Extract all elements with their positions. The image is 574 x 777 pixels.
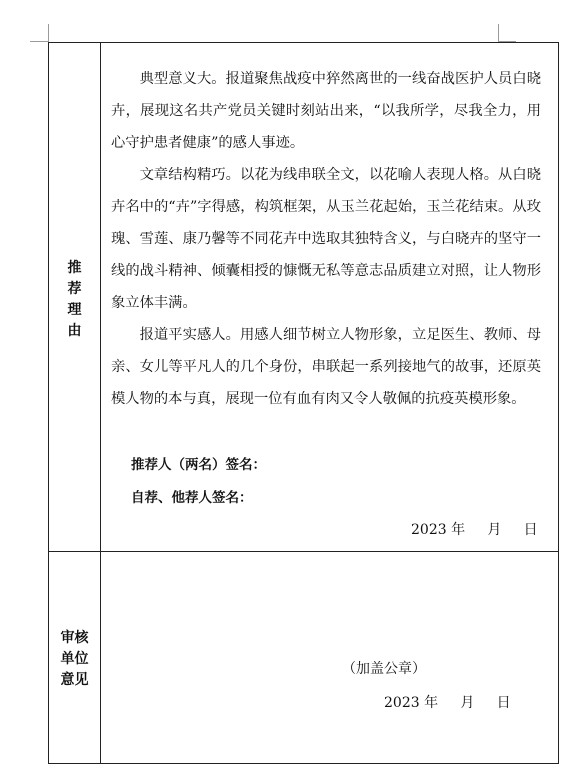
reason-label-char: 理: [67, 302, 82, 318]
page-corner-mark-right-vertical: [498, 24, 499, 42]
official-seal-note: （加盖公章）: [342, 661, 426, 677]
page-corner-mark-left-vertical: [48, 24, 49, 42]
reason-label: [49, 258, 100, 342]
reason-paragraph-significance: 典型意义大。报道聚焦战疫中猝然离世的一线奋战医护人员白晓卉，展现这名共产党员关键时刻站出来，“以我所学，尽我全力，用心守护患者健康”的感人事迹。: [111, 71, 541, 151]
reason-date: 2023 年 月 日: [411, 522, 538, 538]
reason-label-char: 荐: [67, 281, 82, 297]
recommender-signature-label: 推荐人（两名）签名：: [131, 457, 266, 473]
column-divider: [100, 43, 101, 763]
row-divider: [49, 551, 558, 552]
review-label-line: 意见: [60, 672, 89, 688]
review-label: [49, 628, 100, 691]
reason-content: [111, 63, 541, 415]
review-label-line: 单位: [60, 651, 89, 667]
review-label-line: 审核: [60, 630, 89, 646]
recommendation-form-table: [48, 42, 559, 764]
reason-paragraph-moving: 报道平实感人。用感人细节树立人物形象，立足医生、教师、母亲、女儿等平凡人的几个身份，串联起一系列接地气的故事，还原英模人物的本与真，展现一位有血有肉又令人敬佩的抗疫英模形象。: [111, 327, 541, 407]
review-date: 2023 年 月 日: [384, 695, 511, 711]
page-corner-mark-left-horizontal: [30, 41, 48, 42]
reason-paragraph-structure: 文章结构精巧。以花为线串联全文，以花喻人表现人格。从白晓卉名中的“卉”字得感，构筑框架，从玉兰花起始，玉兰花结束。从玫瑰、雪莲、康乃馨等不同花卉中选取其独特含义，与白晓卉的坚守一线的战斗精神、倾囊相授的慷慨无私等意志品质建立对照，让人物形象立体丰满。: [111, 167, 541, 311]
reason-label-char: 推: [67, 260, 82, 276]
reason-label-char: 由: [67, 323, 82, 339]
self-signature-label: 自荐、他荐人签名：: [131, 490, 253, 506]
